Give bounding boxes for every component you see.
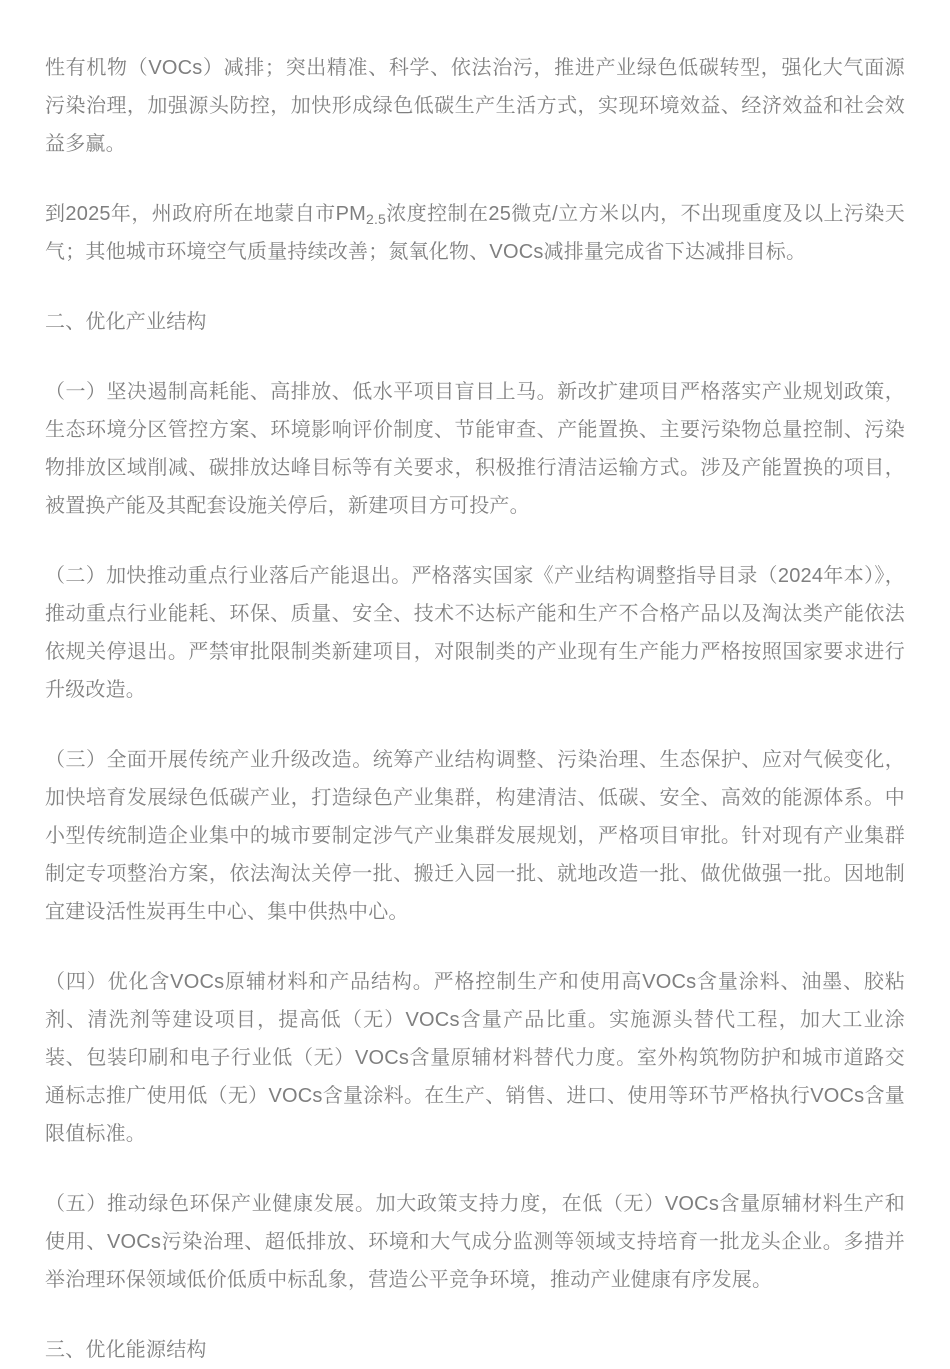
pm25-text-before: 到2025年，州政府所在地蒙自市PM xyxy=(45,203,366,225)
pm25-subscript: 2.5 xyxy=(365,211,387,227)
paragraph-item-1: （一）坚决遏制高耗能、高排放、低水平项目盲目上马。新改扩建项目严格落实产业规划政策，生态环境分区管控方案、环境影响评价制度、节能审查、产能置换、主要污染物总量控制、污染物排放区域削减、碳排放达峰目标等有关要求，积极推行清洁运输方式。涉及产能置换的项目，被置换产能及其配套设施关停后，新建项目方可投产。 xyxy=(45,381,905,517)
paragraph-item-3: （三）全面开展传统产业升级改造。统筹产业结构调整、污染治理、生态保护、应对气候变化，加快培育发展绿色低碳产业，打造绿色产业集群，构建清洁、低碳、安全、高效的能源体系。中小型传统制造企业集中的城市要制定涉气产业集群发展规划，严格项目审批。针对现有产业集群制定专项整治方案，依法淘汰关停一批、搬迁入园一批、就地改造一批、做优做强一批。因地制宜建设活性炭再生中心、集中供热中心。 xyxy=(45,749,905,923)
paragraph-intro: 性有机物（VOCs）减排；突出精准、科学、依法治污，推进产业绿色低碳转型，强化大气面源污染治理，加强源头防控，加快形成绿色低碳生产生活方式，实现环境效益、经济效益和社会效益多赢。 xyxy=(45,57,905,155)
paragraph-2025-target xyxy=(45,195,905,271)
section-heading-industry-structure: 二、优化产业结构 xyxy=(45,311,207,333)
paragraph-item-5: （五）推动绿色环保产业健康发展。加大政策支持力度，在低（无）VOCs含量原辅材料生产和使用、VOCs污染治理、超低排放、环境和大气成分监测等领域支持培育一批龙头企业。多措并举治理环保领域低价低质中标乱象，营造公平竞争环境，推动产业健康有序发展。 xyxy=(45,1193,905,1291)
section-heading-energy-structure: 三、优化能源结构 xyxy=(45,1339,207,1361)
paragraph-item-2: （二）加快推动重点行业落后产能退出。严格落实国家《产业结构调整指导目录（2024年本）》，推动重点行业能耗、环保、质量、安全、技术不达标产能和生产不合格产品以及淘汰类产能依法依规关停退出。严禁审批限制类新建项目，对限制类的产业现有生产能力严格按照国家要求进行升级改造。 xyxy=(45,565,905,701)
pm25-text-after: 浓度控制在25微克/立方米以内，不出现重度及以上污染天气；其他城市环境空气质量持续改善；氮氧化物、VOCs减排量完成省下达减排目标。 xyxy=(45,203,906,263)
paragraph-item-4: （四）优化含VOCs原辅材料和产品结构。严格控制生产和使用高VOCs含量涂料、油墨、胶粘剂、清洗剂等建设项目，提高低（无）VOCs含量产品比重。实施源头替代工程，加大工业涂装、包装印刷和电子行业低（无）VOCs含量原辅材料替代力度。室外构筑物防护和城市道路交通标志推广使用低（无）VOCs含量涂料。在生产、销售、进口、使用等环节严格执行VOCs含量限值标准。 xyxy=(45,971,905,1145)
